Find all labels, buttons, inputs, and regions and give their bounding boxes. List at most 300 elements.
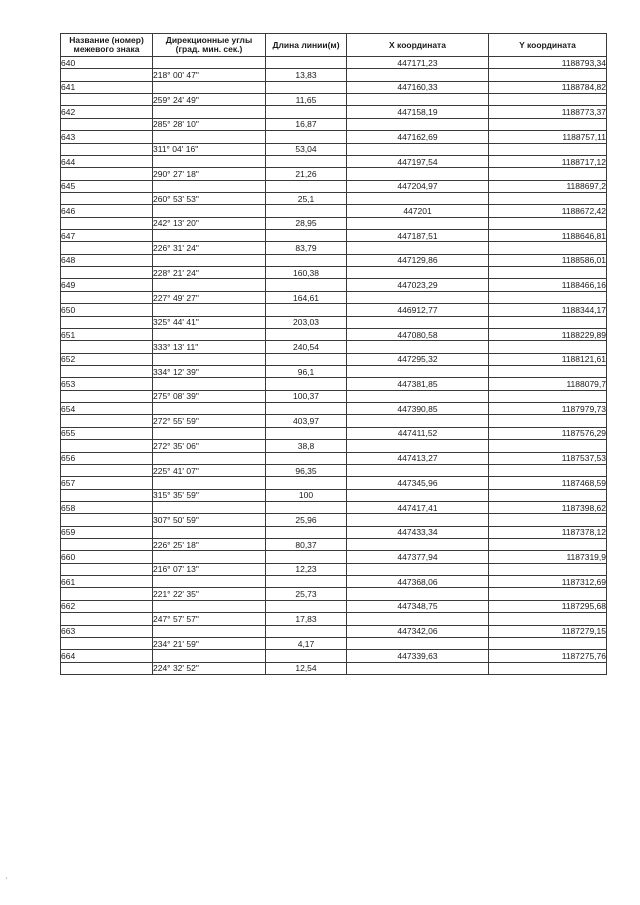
direction-angle-cell: 272° 55' 59" [153, 415, 266, 427]
y-coordinate-cell-empty [489, 365, 607, 377]
y-coordinate-cell: 1187279,15 [489, 625, 607, 637]
y-coordinate-cell-empty [489, 514, 607, 526]
point-name-cell: 657 [61, 477, 153, 489]
direction-angle-cell: 333° 13' 11" [153, 341, 266, 353]
point-name-cell-empty [61, 118, 153, 130]
table-row [61, 316, 607, 328]
point-name-cell-empty [61, 267, 153, 279]
point-name-cell-empty [61, 539, 153, 551]
y-coordinate-cell-empty [489, 539, 607, 551]
table-row [61, 118, 607, 130]
table-row [61, 106, 607, 118]
table-row [61, 267, 607, 279]
x-coordinate-cell-empty [347, 291, 489, 303]
x-coordinate-cell-empty [347, 637, 489, 649]
x-coordinate-cell-empty [347, 539, 489, 551]
x-coordinate-cell: 447413,27 [347, 452, 489, 464]
line-length-cell: 25,1 [266, 192, 347, 204]
point-name-cell-empty [61, 94, 153, 106]
length-cell-empty [266, 551, 347, 563]
angle-cell-empty [153, 501, 266, 513]
y-coordinate-cell: 1188773,37 [489, 106, 607, 118]
table-row [61, 625, 607, 637]
table-row [61, 180, 607, 192]
table-row [61, 254, 607, 266]
line-length-cell: 38,8 [266, 440, 347, 452]
line-length-cell: 83,79 [266, 242, 347, 254]
table-row [61, 94, 607, 106]
line-length-cell: 96,1 [266, 365, 347, 377]
table-row [61, 192, 607, 204]
angle-cell-empty [153, 106, 266, 118]
line-length-cell: 4,17 [266, 637, 347, 649]
x-coordinate-cell: 447390,85 [347, 403, 489, 415]
header-y-coordinate: Y координата [489, 34, 607, 57]
y-coordinate-cell-empty [489, 192, 607, 204]
x-coordinate-cell-empty [347, 514, 489, 526]
x-coordinate-cell: 447201 [347, 205, 489, 217]
table-header-row [61, 34, 607, 57]
angle-cell-empty [153, 57, 266, 69]
table-row [61, 464, 607, 476]
line-length-cell: 96,35 [266, 464, 347, 476]
angle-cell-empty [153, 477, 266, 489]
x-coordinate-cell-empty [347, 69, 489, 81]
line-length-cell: 11,65 [266, 94, 347, 106]
table-row [61, 600, 607, 612]
point-name-cell: 660 [61, 551, 153, 563]
point-name-cell: 649 [61, 279, 153, 291]
point-name-cell: 655 [61, 427, 153, 439]
table-row [61, 291, 607, 303]
table-row [61, 57, 607, 69]
direction-angle-cell: 272° 35' 06" [153, 440, 266, 452]
point-name-cell-empty [61, 613, 153, 625]
point-name-cell-empty [61, 316, 153, 328]
angle-cell-empty [153, 81, 266, 93]
table-row [61, 131, 607, 143]
angle-cell-empty [153, 551, 266, 563]
y-coordinate-cell: 1187319,9 [489, 551, 607, 563]
table-row [61, 155, 607, 167]
direction-angle-cell: 228° 21' 24" [153, 267, 266, 279]
table-row [61, 415, 607, 427]
point-name-cell: 661 [61, 576, 153, 588]
x-coordinate-cell: 447197,54 [347, 155, 489, 167]
y-coordinate-cell-empty [489, 341, 607, 353]
y-coordinate-cell: 1187398,62 [489, 501, 607, 513]
length-cell-empty [266, 526, 347, 538]
page-scan-mark: ' [6, 878, 8, 884]
table-row [61, 403, 607, 415]
point-name-cell-empty [61, 192, 153, 204]
length-cell-empty [266, 81, 347, 93]
line-length-cell: 80,37 [266, 539, 347, 551]
x-coordinate-cell-empty [347, 563, 489, 575]
table-row [61, 637, 607, 649]
point-name-cell-empty [61, 588, 153, 600]
y-coordinate-cell: 1187378,12 [489, 526, 607, 538]
y-coordinate-cell-empty [489, 267, 607, 279]
point-name-cell: 654 [61, 403, 153, 415]
x-coordinate-cell-empty [347, 390, 489, 402]
angle-cell-empty [153, 254, 266, 266]
point-name-cell-empty [61, 291, 153, 303]
angle-cell-empty [153, 526, 266, 538]
y-coordinate-cell-empty [489, 217, 607, 229]
x-coordinate-cell: 447368,06 [347, 576, 489, 588]
y-coordinate-cell-empty [489, 390, 607, 402]
table-row [61, 242, 607, 254]
angle-cell-empty [153, 600, 266, 612]
y-coordinate-cell-empty [489, 143, 607, 155]
table-row [61, 365, 607, 377]
y-coordinate-cell: 1188697,2 [489, 180, 607, 192]
length-cell-empty [266, 106, 347, 118]
direction-angle-cell: 234° 21' 59" [153, 637, 266, 649]
x-coordinate-cell: 447187,51 [347, 230, 489, 242]
length-cell-empty [266, 452, 347, 464]
angle-cell-empty [153, 452, 266, 464]
direction-angle-cell: 242° 13' 20" [153, 217, 266, 229]
point-name-cell-empty [61, 489, 153, 501]
length-cell-empty [266, 427, 347, 439]
angle-cell-empty [153, 650, 266, 662]
table-row [61, 279, 607, 291]
length-cell-empty [266, 477, 347, 489]
x-coordinate-cell-empty [347, 192, 489, 204]
angle-cell-empty [153, 427, 266, 439]
x-coordinate-cell-empty [347, 143, 489, 155]
point-name-cell: 650 [61, 304, 153, 316]
line-length-cell: 100,37 [266, 390, 347, 402]
y-coordinate-cell-empty [489, 242, 607, 254]
x-coordinate-cell-empty [347, 489, 489, 501]
y-coordinate-cell-empty [489, 489, 607, 501]
length-cell-empty [266, 403, 347, 415]
boundary-coordinates-table [60, 33, 607, 675]
x-coordinate-cell: 447381,85 [347, 378, 489, 390]
y-coordinate-cell-empty [489, 291, 607, 303]
angle-cell-empty [153, 328, 266, 340]
table-row [61, 514, 607, 526]
y-coordinate-cell: 1187312,69 [489, 576, 607, 588]
point-name-cell: 664 [61, 650, 153, 662]
table-row [61, 81, 607, 93]
table-row [61, 650, 607, 662]
length-cell-empty [266, 328, 347, 340]
point-name-cell: 646 [61, 205, 153, 217]
x-coordinate-cell: 447433,34 [347, 526, 489, 538]
x-coordinate-cell: 447162,69 [347, 131, 489, 143]
table-row [61, 563, 607, 575]
y-coordinate-cell: 1187295,68 [489, 600, 607, 612]
point-name-cell: 659 [61, 526, 153, 538]
x-coordinate-cell: 447080,58 [347, 328, 489, 340]
x-coordinate-cell-empty [347, 440, 489, 452]
x-coordinate-cell: 446912,77 [347, 304, 489, 316]
point-name-cell-empty [61, 563, 153, 575]
line-length-cell: 12,54 [266, 662, 347, 674]
line-length-cell: 12,23 [266, 563, 347, 575]
y-coordinate-cell: 1188757,11 [489, 131, 607, 143]
y-coordinate-cell: 1188672,42 [489, 205, 607, 217]
table-row [61, 452, 607, 464]
x-coordinate-cell: 447345,96 [347, 477, 489, 489]
direction-angle-cell: 221° 22' 35" [153, 588, 266, 600]
length-cell-empty [266, 254, 347, 266]
x-coordinate-cell-empty [347, 118, 489, 130]
line-length-cell: 100 [266, 489, 347, 501]
y-coordinate-cell: 1188079,7 [489, 378, 607, 390]
length-cell-empty [266, 625, 347, 637]
x-coordinate-cell: 447171,23 [347, 57, 489, 69]
direction-angle-cell: 307° 50' 59" [153, 514, 266, 526]
direction-angle-cell: 260° 53' 53" [153, 192, 266, 204]
point-name-cell: 652 [61, 353, 153, 365]
header-x-coordinate: X координата [347, 34, 489, 57]
point-name-cell: 653 [61, 378, 153, 390]
point-name-cell: 651 [61, 328, 153, 340]
direction-angle-cell: 285° 28' 10" [153, 118, 266, 130]
point-name-cell: 644 [61, 155, 153, 167]
table-row [61, 378, 607, 390]
point-name-cell: 658 [61, 501, 153, 513]
length-cell-empty [266, 576, 347, 588]
y-coordinate-cell-empty [489, 662, 607, 674]
length-cell-empty [266, 180, 347, 192]
angle-cell-empty [153, 131, 266, 143]
line-length-cell: 25,96 [266, 514, 347, 526]
y-coordinate-cell: 1188466,16 [489, 279, 607, 291]
x-coordinate-cell-empty [347, 242, 489, 254]
y-coordinate-cell: 1188344,17 [489, 304, 607, 316]
length-cell-empty [266, 650, 347, 662]
x-coordinate-cell-empty [347, 613, 489, 625]
header-line-length: Длина линии(м) [266, 34, 347, 57]
x-coordinate-cell-empty [347, 662, 489, 674]
point-name-cell: 640 [61, 57, 153, 69]
y-coordinate-cell: 1187275,76 [489, 650, 607, 662]
y-coordinate-cell-empty [489, 637, 607, 649]
table-row [61, 69, 607, 81]
table-row [61, 440, 607, 452]
table-row [61, 613, 607, 625]
y-coordinate-cell-empty [489, 69, 607, 81]
direction-angle-cell: 259° 24' 49" [153, 94, 266, 106]
x-coordinate-cell-empty [347, 168, 489, 180]
direction-angle-cell: 225° 41' 07" [153, 464, 266, 476]
point-name-cell-empty [61, 440, 153, 452]
length-cell-empty [266, 131, 347, 143]
y-coordinate-cell-empty [489, 316, 607, 328]
x-coordinate-cell-empty [347, 217, 489, 229]
table-row [61, 205, 607, 217]
length-cell-empty [266, 57, 347, 69]
y-coordinate-cell: 1188784,82 [489, 81, 607, 93]
line-length-cell: 240,54 [266, 341, 347, 353]
table-row [61, 477, 607, 489]
x-coordinate-cell-empty [347, 415, 489, 427]
angle-cell-empty [153, 353, 266, 365]
line-length-cell: 53,04 [266, 143, 347, 155]
angle-cell-empty [153, 304, 266, 316]
table-body [61, 57, 607, 675]
point-name-cell-empty [61, 242, 153, 254]
y-coordinate-cell-empty [489, 440, 607, 452]
point-name-cell-empty [61, 341, 153, 353]
x-coordinate-cell-empty [347, 341, 489, 353]
y-coordinate-cell: 1187537,53 [489, 452, 607, 464]
table-row [61, 168, 607, 180]
y-coordinate-cell-empty [489, 563, 607, 575]
direction-angle-cell: 334° 12' 39" [153, 365, 266, 377]
table-row [61, 390, 607, 402]
line-length-cell: 25,73 [266, 588, 347, 600]
point-name-cell: 642 [61, 106, 153, 118]
x-coordinate-cell: 447417,41 [347, 501, 489, 513]
line-length-cell: 16,87 [266, 118, 347, 130]
x-coordinate-cell-empty [347, 365, 489, 377]
length-cell-empty [266, 230, 347, 242]
angle-cell-empty [153, 230, 266, 242]
point-name-cell: 641 [61, 81, 153, 93]
angle-cell-empty [153, 378, 266, 390]
x-coordinate-cell: 447023,29 [347, 279, 489, 291]
line-length-cell: 164,61 [266, 291, 347, 303]
point-name-cell: 662 [61, 600, 153, 612]
point-name-cell: 648 [61, 254, 153, 266]
line-length-cell: 28,95 [266, 217, 347, 229]
length-cell-empty [266, 205, 347, 217]
angle-cell-empty [153, 403, 266, 415]
length-cell-empty [266, 304, 347, 316]
direction-angle-cell: 325° 44' 41" [153, 316, 266, 328]
line-length-cell: 160,38 [266, 267, 347, 279]
header-point-name: Название (номер) межевого знака [61, 34, 153, 57]
direction-angle-cell: 226° 31' 24" [153, 242, 266, 254]
point-name-cell-empty [61, 365, 153, 377]
table-row [61, 539, 607, 551]
x-coordinate-cell: 447129,86 [347, 254, 489, 266]
x-coordinate-cell: 447295,32 [347, 353, 489, 365]
table-row [61, 427, 607, 439]
point-name-cell: 643 [61, 131, 153, 143]
x-coordinate-cell-empty [347, 316, 489, 328]
y-coordinate-cell: 1188229,89 [489, 328, 607, 340]
y-coordinate-cell-empty [489, 118, 607, 130]
point-name-cell: 656 [61, 452, 153, 464]
point-name-cell-empty [61, 390, 153, 402]
x-coordinate-cell-empty [347, 267, 489, 279]
x-coordinate-cell: 447348,75 [347, 600, 489, 612]
point-name-cell-empty [61, 662, 153, 674]
table-row [61, 662, 607, 674]
point-name-cell-empty [61, 168, 153, 180]
x-coordinate-cell: 447377,94 [347, 551, 489, 563]
line-length-cell: 13,83 [266, 69, 347, 81]
table-row [61, 588, 607, 600]
x-coordinate-cell: 447411,52 [347, 427, 489, 439]
length-cell-empty [266, 501, 347, 513]
x-coordinate-cell: 447204,97 [347, 180, 489, 192]
line-length-cell: 21,26 [266, 168, 347, 180]
table-row [61, 489, 607, 501]
x-coordinate-cell: 447158,19 [347, 106, 489, 118]
direction-angle-cell: 216° 07' 13" [153, 563, 266, 575]
point-name-cell-empty [61, 415, 153, 427]
y-coordinate-cell-empty [489, 588, 607, 600]
table-row [61, 230, 607, 242]
y-coordinate-cell: 1187979,73 [489, 403, 607, 415]
angle-cell-empty [153, 155, 266, 167]
table-row [61, 526, 607, 538]
y-coordinate-cell: 1188717,12 [489, 155, 607, 167]
direction-angle-cell: 227° 49' 27" [153, 291, 266, 303]
direction-angle-cell: 226° 25' 18" [153, 539, 266, 551]
y-coordinate-cell-empty [489, 415, 607, 427]
table-row [61, 551, 607, 563]
point-name-cell: 647 [61, 230, 153, 242]
direction-angle-cell: 315° 35' 59" [153, 489, 266, 501]
angle-cell-empty [153, 279, 266, 291]
y-coordinate-cell-empty [489, 168, 607, 180]
angle-cell-empty [153, 625, 266, 637]
table-row [61, 304, 607, 316]
y-coordinate-cell: 1188586,01 [489, 254, 607, 266]
length-cell-empty [266, 353, 347, 365]
table-row [61, 576, 607, 588]
length-cell-empty [266, 600, 347, 612]
angle-cell-empty [153, 576, 266, 588]
table-row [61, 501, 607, 513]
line-length-cell: 403,97 [266, 415, 347, 427]
x-coordinate-cell: 447160,33 [347, 81, 489, 93]
y-coordinate-cell: 1187576,29 [489, 427, 607, 439]
direction-angle-cell: 224° 32' 52" [153, 662, 266, 674]
y-coordinate-cell: 1188646,81 [489, 230, 607, 242]
y-coordinate-cell-empty [489, 464, 607, 476]
table-row [61, 217, 607, 229]
length-cell-empty [266, 279, 347, 291]
direction-angle-cell: 247° 57' 57" [153, 613, 266, 625]
header-direction-angle: Дирекционные углы (град. мин. сек.) [153, 34, 266, 57]
point-name-cell-empty [61, 217, 153, 229]
direction-angle-cell: 290° 27' 18" [153, 168, 266, 180]
table-row [61, 143, 607, 155]
y-coordinate-cell-empty [489, 613, 607, 625]
line-length-cell: 17,83 [266, 613, 347, 625]
x-coordinate-cell-empty [347, 588, 489, 600]
direction-angle-cell: 311° 04' 16" [153, 143, 266, 155]
x-coordinate-cell-empty [347, 464, 489, 476]
point-name-cell-empty [61, 637, 153, 649]
angle-cell-empty [153, 205, 266, 217]
survey-sheet [60, 33, 606, 675]
y-coordinate-cell: 1187468,59 [489, 477, 607, 489]
table-row [61, 341, 607, 353]
x-coordinate-cell-empty [347, 94, 489, 106]
y-coordinate-cell-empty [489, 94, 607, 106]
point-name-cell: 663 [61, 625, 153, 637]
y-coordinate-cell: 1188793,34 [489, 57, 607, 69]
table-row [61, 353, 607, 365]
direction-angle-cell: 275° 08' 39" [153, 390, 266, 402]
point-name-cell-empty [61, 514, 153, 526]
point-name-cell-empty [61, 464, 153, 476]
point-name-cell-empty [61, 69, 153, 81]
y-coordinate-cell: 1188121,61 [489, 353, 607, 365]
